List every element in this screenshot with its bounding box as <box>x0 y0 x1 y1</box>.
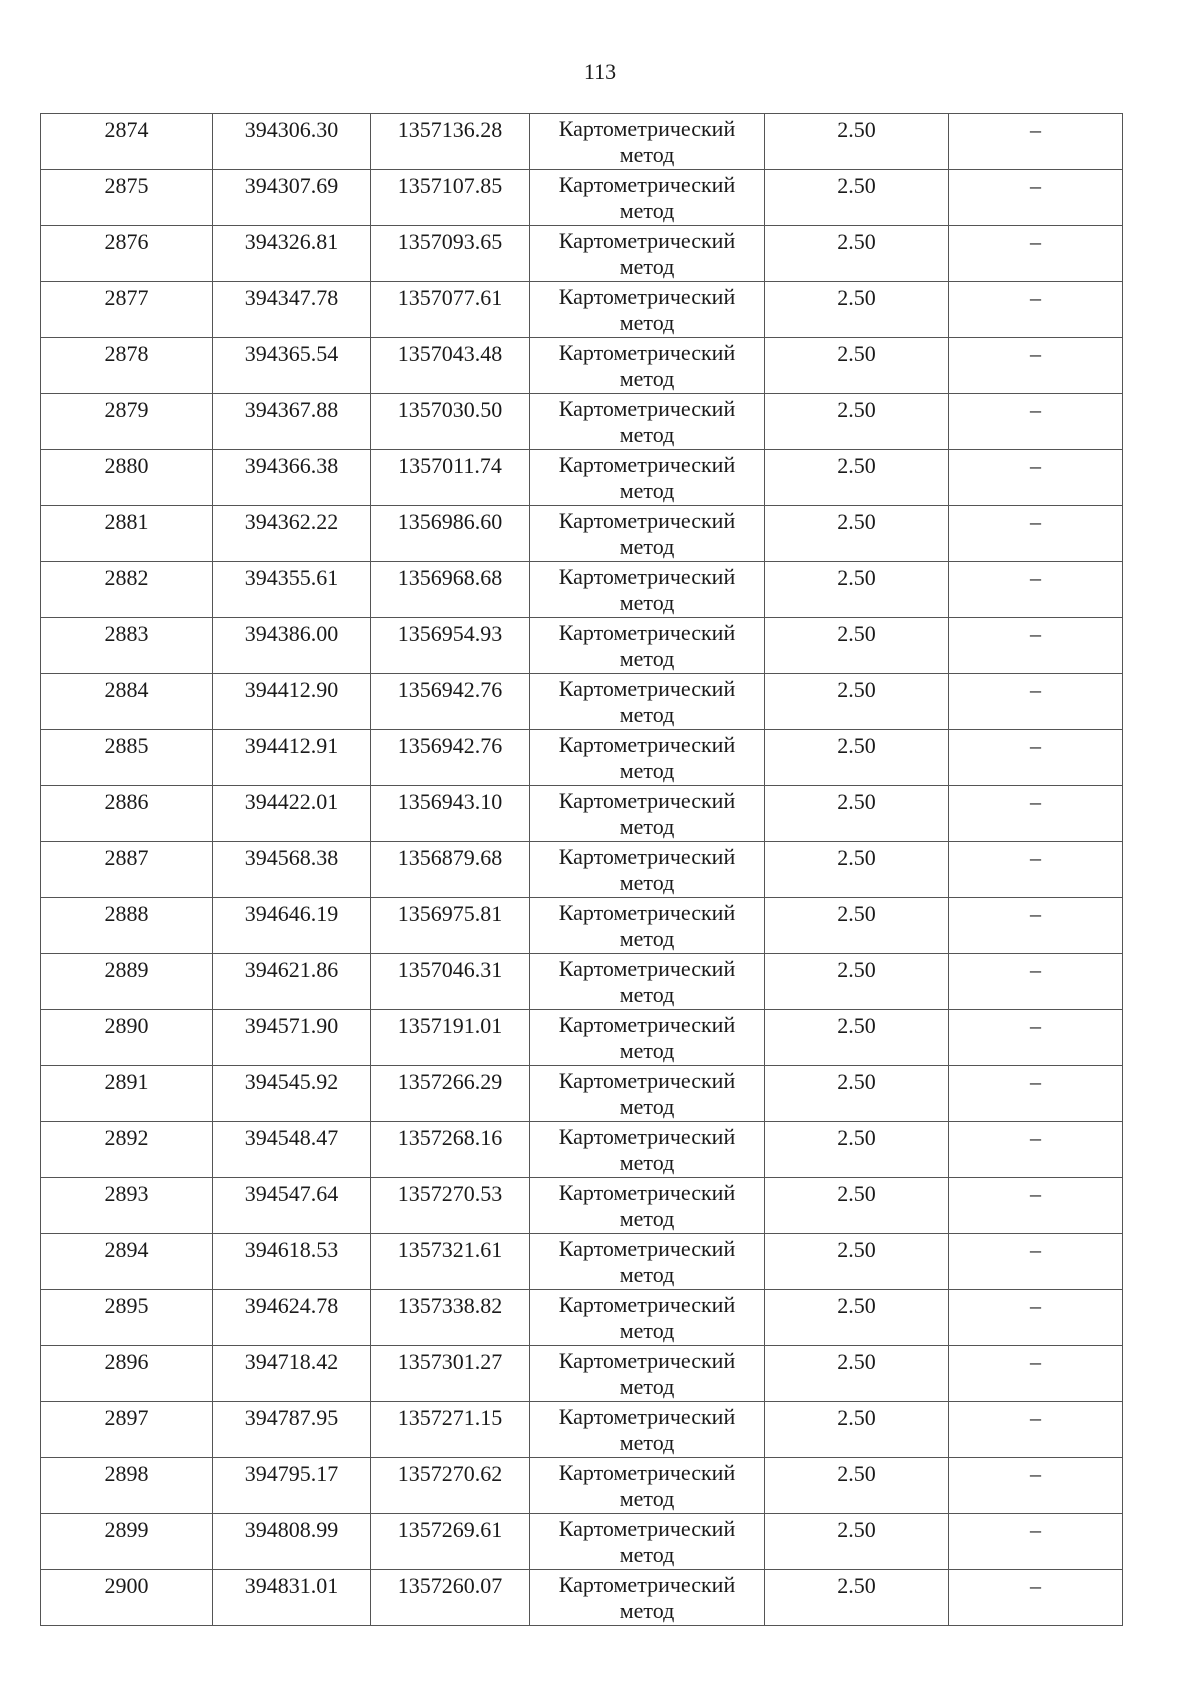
y-coordinate-cell: 1356986.60 <box>371 506 530 562</box>
accuracy-cell: 2.50 <box>765 450 949 506</box>
table-row <box>41 506 1123 562</box>
point-number-cell: 2876 <box>41 226 213 282</box>
note-cell: – <box>949 226 1123 282</box>
table-row <box>41 1458 1123 1514</box>
x-coordinate-cell: 394808.99 <box>213 1514 371 1570</box>
point-number-cell: 2887 <box>41 842 213 898</box>
y-coordinate-cell: 1357136.28 <box>371 114 530 170</box>
method-text-line: Картометрический <box>558 620 736 645</box>
method-cell <box>530 618 765 674</box>
accuracy-cell: 2.50 <box>765 1402 949 1458</box>
method-cell <box>530 1346 765 1402</box>
x-coordinate-cell: 394568.38 <box>213 842 371 898</box>
x-coordinate-cell: 394618.53 <box>213 1234 371 1290</box>
note-cell: – <box>949 1402 1123 1458</box>
y-coordinate-cell: 1357260.07 <box>371 1570 530 1626</box>
point-number-cell: 2883 <box>41 618 213 674</box>
method-text-line: Картометрический <box>558 844 736 869</box>
y-coordinate-cell: 1357030.50 <box>371 394 530 450</box>
y-coordinate-cell: 1357077.61 <box>371 282 530 338</box>
y-coordinate-cell: 1357093.65 <box>371 226 530 282</box>
note-cell: – <box>949 1570 1123 1626</box>
point-number-cell: 2893 <box>41 1178 213 1234</box>
x-coordinate-cell: 394718.42 <box>213 1346 371 1402</box>
method-cell <box>530 282 765 338</box>
method-text-line: Картометрический <box>558 956 736 981</box>
table-row <box>41 954 1123 1010</box>
x-coordinate-cell: 394365.54 <box>213 338 371 394</box>
point-number-cell: 2881 <box>41 506 213 562</box>
x-coordinate-cell: 394362.22 <box>213 506 371 562</box>
note-cell: – <box>949 450 1123 506</box>
method-text-line: метод <box>619 870 675 895</box>
y-coordinate-cell: 1357046.31 <box>371 954 530 1010</box>
note-cell: – <box>949 170 1123 226</box>
point-number-cell: 2874 <box>41 114 213 170</box>
y-coordinate-cell: 1357270.53 <box>371 1178 530 1234</box>
method-text-line: метод <box>619 702 675 727</box>
note-cell: – <box>949 954 1123 1010</box>
x-coordinate-cell: 394545.92 <box>213 1066 371 1122</box>
method-text-line: метод <box>619 1374 675 1399</box>
accuracy-cell: 2.50 <box>765 842 949 898</box>
method-text-line: метод <box>619 310 675 335</box>
point-number-cell: 2880 <box>41 450 213 506</box>
method-cell <box>530 898 765 954</box>
accuracy-cell: 2.50 <box>765 786 949 842</box>
method-text-line: Картометрический <box>558 1404 736 1429</box>
method-text-line: Картометрический <box>558 116 736 141</box>
x-coordinate-cell: 394412.91 <box>213 730 371 786</box>
method-cell <box>530 674 765 730</box>
accuracy-cell: 2.50 <box>765 562 949 618</box>
note-cell: – <box>949 338 1123 394</box>
accuracy-cell: 2.50 <box>765 338 949 394</box>
point-number-cell: 2879 <box>41 394 213 450</box>
accuracy-cell: 2.50 <box>765 1122 949 1178</box>
method-cell <box>530 506 765 562</box>
point-number-cell: 2882 <box>41 562 213 618</box>
table-row <box>41 1290 1123 1346</box>
table-row <box>41 1234 1123 1290</box>
method-cell <box>530 1234 765 1290</box>
method-text-line: метод <box>619 1262 675 1287</box>
x-coordinate-cell: 394624.78 <box>213 1290 371 1346</box>
point-number-cell: 2877 <box>41 282 213 338</box>
table-row <box>41 1402 1123 1458</box>
method-text-line: Картометрический <box>558 1012 736 1037</box>
point-number-cell: 2875 <box>41 170 213 226</box>
method-text-line: Картометрический <box>558 284 736 309</box>
x-coordinate-cell: 394367.88 <box>213 394 371 450</box>
method-text-line: Картометрический <box>558 396 736 421</box>
method-cell <box>530 226 765 282</box>
note-cell: – <box>949 506 1123 562</box>
method-text-line: метод <box>619 1038 675 1063</box>
table-row <box>41 450 1123 506</box>
accuracy-cell: 2.50 <box>765 394 949 450</box>
note-cell: – <box>949 394 1123 450</box>
table-row <box>41 226 1123 282</box>
y-coordinate-cell: 1356942.76 <box>371 730 530 786</box>
table-row <box>41 1066 1123 1122</box>
y-coordinate-cell: 1356954.93 <box>371 618 530 674</box>
method-text-line: метод <box>619 1206 675 1231</box>
method-cell <box>530 730 765 786</box>
method-text-line: метод <box>619 814 675 839</box>
x-coordinate-cell: 394307.69 <box>213 170 371 226</box>
method-cell <box>530 1514 765 1570</box>
method-text-line: Картометрический <box>558 900 736 925</box>
method-text-line: Картометрический <box>558 732 736 757</box>
table-row <box>41 394 1123 450</box>
table-row <box>41 786 1123 842</box>
method-cell <box>530 394 765 450</box>
note-cell: – <box>949 1458 1123 1514</box>
method-text-line: Картометрический <box>558 228 736 253</box>
method-text-line: метод <box>619 422 675 447</box>
table-row <box>41 674 1123 730</box>
table-row <box>41 1346 1123 1402</box>
method-text-line: метод <box>619 478 675 503</box>
note-cell: – <box>949 1234 1123 1290</box>
method-cell <box>530 170 765 226</box>
y-coordinate-cell: 1357011.74 <box>371 450 530 506</box>
point-number-cell: 2899 <box>41 1514 213 1570</box>
x-coordinate-cell: 394795.17 <box>213 1458 371 1514</box>
point-number-cell: 2888 <box>41 898 213 954</box>
accuracy-cell: 2.50 <box>765 226 949 282</box>
method-text-line: Картометрический <box>558 1516 736 1541</box>
method-text-line: метод <box>619 590 675 615</box>
y-coordinate-cell: 1357301.27 <box>371 1346 530 1402</box>
coordinates-table-body <box>41 114 1123 1626</box>
y-coordinate-cell: 1357191.01 <box>371 1010 530 1066</box>
x-coordinate-cell: 394621.86 <box>213 954 371 1010</box>
point-number-cell: 2890 <box>41 1010 213 1066</box>
y-coordinate-cell: 1357266.29 <box>371 1066 530 1122</box>
accuracy-cell: 2.50 <box>765 1290 949 1346</box>
table-row <box>41 1178 1123 1234</box>
accuracy-cell: 2.50 <box>765 170 949 226</box>
x-coordinate-cell: 394355.61 <box>213 562 371 618</box>
method-text-line: Картометрический <box>558 1348 736 1373</box>
method-text-line: метод <box>619 1430 675 1455</box>
table-row <box>41 1570 1123 1626</box>
point-number-cell: 2896 <box>41 1346 213 1402</box>
note-cell: – <box>949 1066 1123 1122</box>
x-coordinate-cell: 394366.38 <box>213 450 371 506</box>
note-cell: – <box>949 1290 1123 1346</box>
x-coordinate-cell: 394412.90 <box>213 674 371 730</box>
method-cell <box>530 1010 765 1066</box>
method-cell <box>530 562 765 618</box>
method-text-line: Картометрический <box>558 1292 736 1317</box>
x-coordinate-cell: 394347.78 <box>213 282 371 338</box>
method-cell <box>530 786 765 842</box>
y-coordinate-cell: 1357321.61 <box>371 1234 530 1290</box>
note-cell: – <box>949 1346 1123 1402</box>
point-number-cell: 2884 <box>41 674 213 730</box>
method-text-line: Картометрический <box>558 508 736 533</box>
method-text-line: метод <box>619 366 675 391</box>
method-cell <box>530 338 765 394</box>
accuracy-cell: 2.50 <box>765 1514 949 1570</box>
method-text-line: метод <box>619 142 675 167</box>
x-coordinate-cell: 394422.01 <box>213 786 371 842</box>
method-text-line: Картометрический <box>558 172 736 197</box>
x-coordinate-cell: 394831.01 <box>213 1570 371 1626</box>
y-coordinate-cell: 1357269.61 <box>371 1514 530 1570</box>
point-number-cell: 2885 <box>41 730 213 786</box>
method-text-line: метод <box>619 198 675 223</box>
method-text-line: метод <box>619 1094 675 1119</box>
note-cell: – <box>949 674 1123 730</box>
method-cell <box>530 1066 765 1122</box>
method-text-line: метод <box>619 758 675 783</box>
method-text-line: метод <box>619 534 675 559</box>
method-cell <box>530 842 765 898</box>
method-cell <box>530 450 765 506</box>
point-number-cell: 2900 <box>41 1570 213 1626</box>
method-cell <box>530 1122 765 1178</box>
accuracy-cell: 2.50 <box>765 1178 949 1234</box>
method-text-line: Картометрический <box>558 564 736 589</box>
note-cell: – <box>949 786 1123 842</box>
point-number-cell: 2895 <box>41 1290 213 1346</box>
note-cell: – <box>949 618 1123 674</box>
method-cell <box>530 114 765 170</box>
method-text-line: метод <box>619 254 675 279</box>
x-coordinate-cell: 394646.19 <box>213 898 371 954</box>
y-coordinate-cell: 1357271.15 <box>371 1402 530 1458</box>
method-text-line: метод <box>619 1542 675 1567</box>
table-row <box>41 114 1123 170</box>
table-row <box>41 898 1123 954</box>
x-coordinate-cell: 394326.81 <box>213 226 371 282</box>
table-row <box>41 618 1123 674</box>
table-row <box>41 1010 1123 1066</box>
x-coordinate-cell: 394787.95 <box>213 1402 371 1458</box>
method-text-line: Картометрический <box>558 1572 736 1597</box>
point-number-cell: 2898 <box>41 1458 213 1514</box>
x-coordinate-cell: 394571.90 <box>213 1010 371 1066</box>
accuracy-cell: 2.50 <box>765 1010 949 1066</box>
method-text-line: Картометрический <box>558 340 736 365</box>
accuracy-cell: 2.50 <box>765 1234 949 1290</box>
x-coordinate-cell: 394306.30 <box>213 114 371 170</box>
table-row <box>41 170 1123 226</box>
point-number-cell: 2878 <box>41 338 213 394</box>
y-coordinate-cell: 1357043.48 <box>371 338 530 394</box>
y-coordinate-cell: 1356975.81 <box>371 898 530 954</box>
y-coordinate-cell: 1356943.10 <box>371 786 530 842</box>
accuracy-cell: 2.50 <box>765 674 949 730</box>
method-cell <box>530 1290 765 1346</box>
note-cell: – <box>949 730 1123 786</box>
accuracy-cell: 2.50 <box>765 282 949 338</box>
method-text-line: Картометрический <box>558 452 736 477</box>
y-coordinate-cell: 1357270.62 <box>371 1458 530 1514</box>
method-cell <box>530 1570 765 1626</box>
accuracy-cell: 2.50 <box>765 114 949 170</box>
x-coordinate-cell: 394548.47 <box>213 1122 371 1178</box>
method-text-line: Картометрический <box>558 1124 736 1149</box>
note-cell: – <box>949 898 1123 954</box>
point-number-cell: 2889 <box>41 954 213 1010</box>
note-cell: – <box>949 1514 1123 1570</box>
method-text-line: метод <box>619 982 675 1007</box>
table-row <box>41 282 1123 338</box>
table-row <box>41 1514 1123 1570</box>
method-cell <box>530 954 765 1010</box>
table-row <box>41 562 1123 618</box>
method-text-line: Картометрический <box>558 1460 736 1485</box>
y-coordinate-cell: 1357107.85 <box>371 170 530 226</box>
method-text-line: Картометрический <box>558 1068 736 1093</box>
table-row <box>41 338 1123 394</box>
method-text-line: метод <box>619 1598 675 1623</box>
note-cell: – <box>949 562 1123 618</box>
method-text-line: Картометрический <box>558 1180 736 1205</box>
method-cell <box>530 1458 765 1514</box>
method-cell <box>530 1178 765 1234</box>
table-row <box>41 1122 1123 1178</box>
table-row <box>41 842 1123 898</box>
coordinates-table <box>40 113 1123 1626</box>
accuracy-cell: 2.50 <box>765 954 949 1010</box>
table-row <box>41 730 1123 786</box>
accuracy-cell: 2.50 <box>765 730 949 786</box>
method-text-line: метод <box>619 646 675 671</box>
note-cell: – <box>949 842 1123 898</box>
method-text-line: метод <box>619 1318 675 1343</box>
point-number-cell: 2891 <box>41 1066 213 1122</box>
note-cell: – <box>949 1122 1123 1178</box>
page-number: 113 <box>583 59 617 84</box>
accuracy-cell: 2.50 <box>765 1458 949 1514</box>
method-text-line: метод <box>619 1150 675 1175</box>
point-number-cell: 2892 <box>41 1122 213 1178</box>
note-cell: – <box>949 282 1123 338</box>
y-coordinate-cell: 1356968.68 <box>371 562 530 618</box>
accuracy-cell: 2.50 <box>765 618 949 674</box>
accuracy-cell: 2.50 <box>765 1346 949 1402</box>
note-cell: – <box>949 1178 1123 1234</box>
accuracy-cell: 2.50 <box>765 898 949 954</box>
method-cell <box>530 1402 765 1458</box>
point-number-cell: 2894 <box>41 1234 213 1290</box>
y-coordinate-cell: 1356942.76 <box>371 674 530 730</box>
method-text-line: Картометрический <box>558 788 736 813</box>
method-text-line: Картометрический <box>558 676 736 701</box>
point-number-cell: 2897 <box>41 1402 213 1458</box>
accuracy-cell: 2.50 <box>765 1570 949 1626</box>
x-coordinate-cell: 394386.00 <box>213 618 371 674</box>
y-coordinate-cell: 1356879.68 <box>371 842 530 898</box>
y-coordinate-cell: 1357338.82 <box>371 1290 530 1346</box>
y-coordinate-cell: 1357268.16 <box>371 1122 530 1178</box>
x-coordinate-cell: 394547.64 <box>213 1178 371 1234</box>
method-text-line: метод <box>619 926 675 951</box>
note-cell: – <box>949 1010 1123 1066</box>
method-text-line: Картометрический <box>558 1236 736 1261</box>
accuracy-cell: 2.50 <box>765 1066 949 1122</box>
accuracy-cell: 2.50 <box>765 506 949 562</box>
note-cell: – <box>949 114 1123 170</box>
point-number-cell: 2886 <box>41 786 213 842</box>
method-text-line: метод <box>619 1486 675 1511</box>
